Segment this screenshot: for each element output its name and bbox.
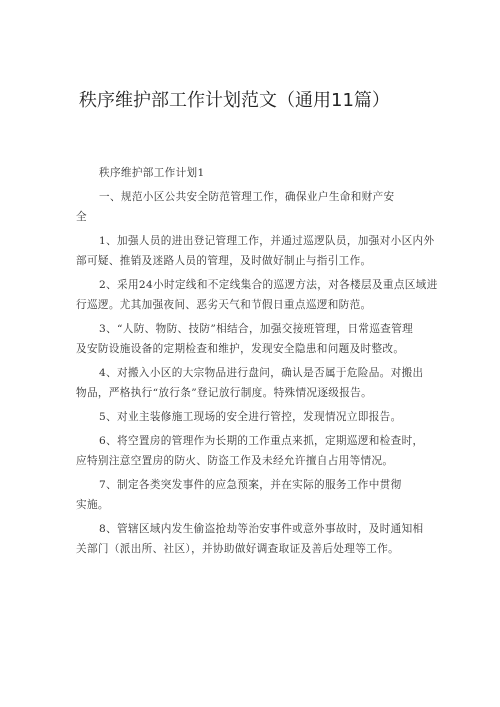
paragraph-line: 关部门（派出所、社区），并协助做好调查取证及善后处理等工作。 [76,543,400,555]
paragraph-line: 1、加强人员的进出登记管理工作，并通过巡逻队员，加强对小区内外 [99,235,435,247]
paragraph-2 [76,231,436,271]
paragraph-line: 全 [76,211,87,223]
paragraph-line: 部可疑、推销及迷路人员的管理，及时做好制止与指引工作。 [76,255,372,267]
document-title: 秩序维护部工作计划范文（通用11篇） [79,90,390,111]
paragraph-line: 2、采用24小时定线和不定线集合的巡逻方法，对各楼层及重点区域进 [99,279,438,291]
paragraph-line: 行巡逻。尤其加强夜间、恶劣天气和节假日重点巡逻和防范。 [76,299,372,311]
paragraph-line: 6、将空置房的管理作为长期的工作重点来抓，定期巡逻和检查时， [99,435,424,447]
paragraph-line: 3、“人防、物防、技防”相结合，加强交接班管理，日常巡查管理 [99,323,414,335]
document-body [76,163,436,559]
paragraph-4 [76,319,436,359]
paragraph-line: 物品，严格执行“放行条”登记放行制度。特殊情况逐级报告。 [76,387,373,399]
paragraph-6 [76,407,436,427]
paragraph-line: 7、制定各类突发事件的应急预案，并在实际的服务工作中贯彻 [99,479,402,491]
paragraph-line: 及安防设施设备的定期检查和维护，发现安全隐患和问题及时整改。 [76,343,405,355]
paragraph-line: 5、对业主装修施工现场的安全进行管控，发现情况立即报告。 [99,411,402,423]
paragraph-1 [76,187,436,227]
section-heading: 秩序维护部工作计划1 [99,167,205,179]
paragraph-9 [76,519,436,559]
paragraph-5 [76,363,436,403]
paragraph-line: 一、规范小区公共安全防范管理工作，确保业户生命和财产安 [99,191,395,203]
paragraph-line: 8、管辖区域内发生偷盗抢劫等治安事件或意外事故时，及时通知相 [99,523,424,535]
paragraph-line: 4、对搬入小区的大宗物品进行盘问，确认是否属于危险品。对搬出 [99,367,424,379]
paragraph-line: 实施。 [76,499,109,511]
paragraph-line: 应特别注意空置房的防火、防盗工作及未经允许擅自占用等情况。 [76,455,394,467]
paragraph-7 [76,431,436,471]
paragraph-3 [76,275,436,315]
paragraph-8 [76,475,436,515]
